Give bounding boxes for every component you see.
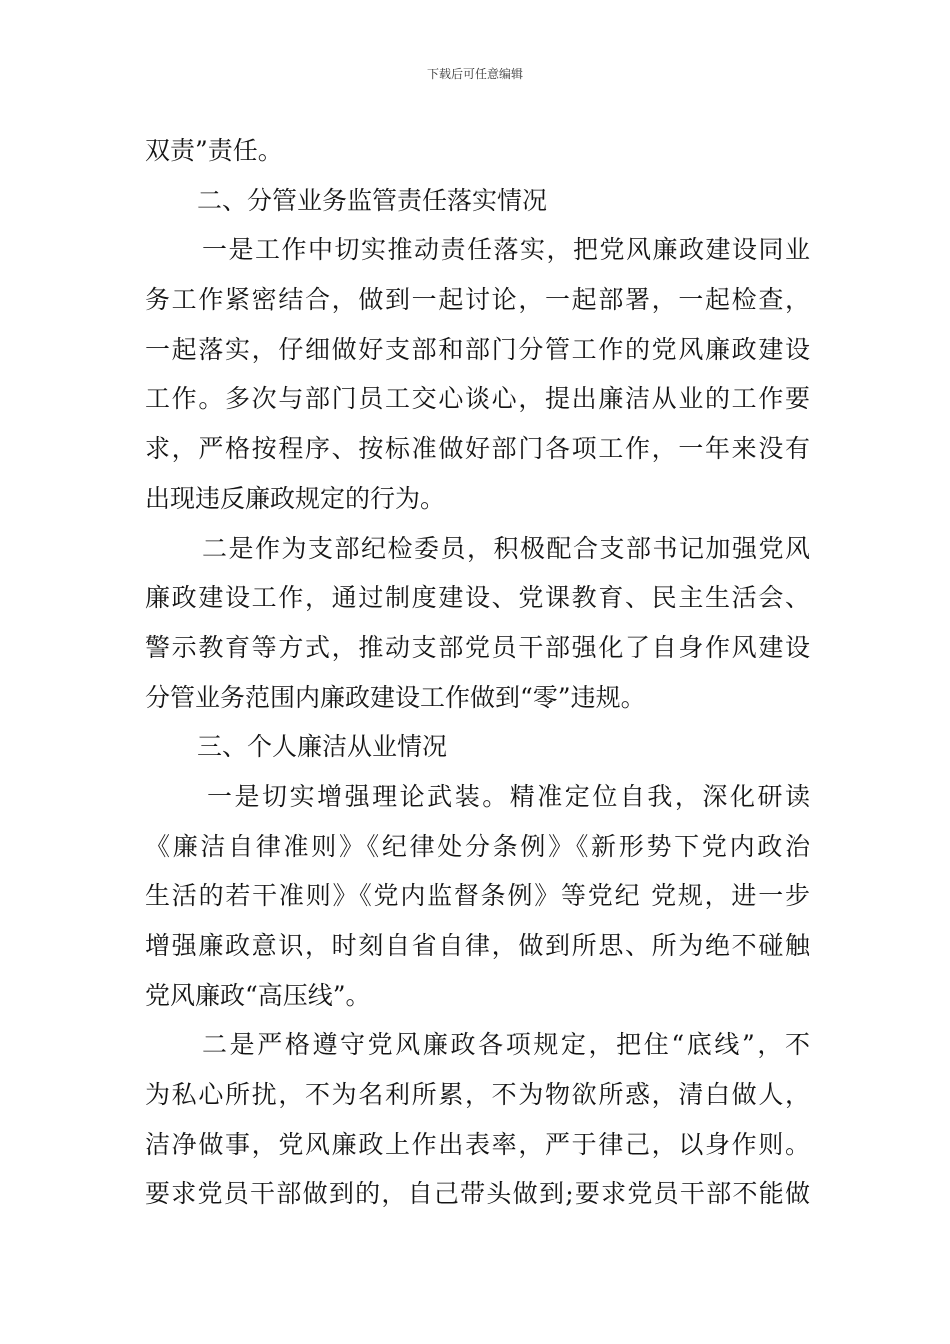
section-heading: 二、分管业务监管责任落实情况 <box>197 185 548 215</box>
section-heading: 三、个人廉洁从业情况 <box>197 732 448 762</box>
text-line: 洁净做事，党风廉政上作出表率，严于律己，以身作则。 <box>145 1129 810 1159</box>
text-line: 出现违反廉政规定的行为。 <box>145 483 446 513</box>
text-line: 一是工作中切实推动责任落实，把党风廉政建设同业 <box>202 235 810 265</box>
body-text <box>145 126 810 1219</box>
text-line: 求，严格按程序、按标准做好部门各项工作，一年来没有 <box>145 434 810 464</box>
text-line: 一是切实增强理论武装。精准定位自我，深化研读 <box>207 781 810 811</box>
text-line: 务工作紧密结合，做到一起讨论，一起部署，一起检查， <box>145 285 810 315</box>
text-line: 廉政建设工作，通过制度建设、党课教育、民主生活会、 <box>145 583 810 613</box>
text-line: 《廉洁自律准则》《纪律处分条例》《新形势下党内政治 <box>145 831 810 861</box>
text-line: 警示教育等方式，推动支部党员干部强化了自身作风建设 <box>145 632 810 662</box>
text-line: 增强廉政意识，时刻自省自律，做到所思、所为绝不碰触 <box>145 931 810 960</box>
text-line: 双责”责任。 <box>145 136 283 165</box>
text-line: 要求党员干部做到的，自己带头做到;要求党员干部不能做 <box>145 1179 810 1209</box>
text-line: 党风廉政“高压线”。 <box>145 980 371 1010</box>
text-line: 工作。多次与部门员工交心谈心，提出廉洁从业的工作要 <box>145 384 810 414</box>
text-line: 为私心所扰，不为名利所累，不为物欲所惑，清白做人， <box>145 1080 810 1110</box>
text-line: 分管业务范围内廉政建设工作做到“零”违规。 <box>145 682 646 712</box>
text-line: 二是作为支部纪检委员，积极配合支部书记加强党风 <box>202 533 810 563</box>
text-line: 生活的若干准则》《党内监督条例》等党纪 党规，进一步 <box>145 881 810 911</box>
text-line: 二是严格遵守党风廉政各项规定，把住“底线”，不 <box>202 1030 810 1060</box>
page-header: 下载后可任意编辑 <box>426 67 523 81</box>
text-line: 一起落实，仔细做好支部和部门分管工作的党风廉政建设 <box>145 334 810 364</box>
